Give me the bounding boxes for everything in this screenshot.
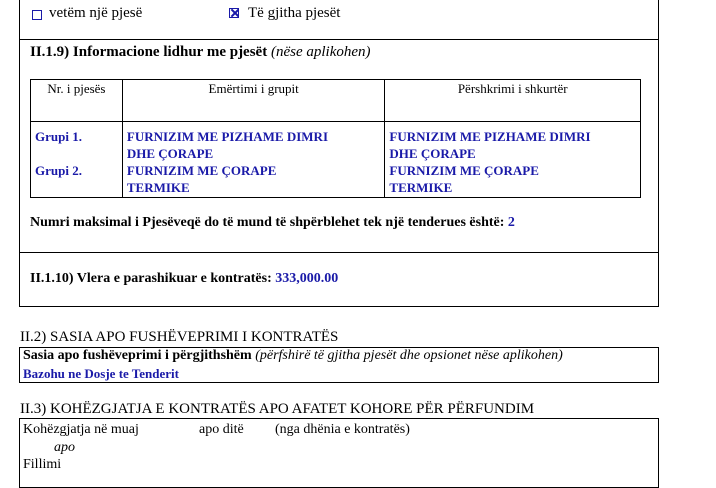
lots-table-header	[31, 80, 641, 122]
section-ii19-note: (nëse aplikohen)	[270, 44, 371, 60]
section-ii2-heading: II.2) SASIA APO FUSHËVEPRIMI I KONTRATËS	[20, 329, 339, 345]
from-award-label: (nga dhënia e kontratës)	[275, 422, 410, 437]
lot-name: FURNIZIM ME PIZHAME DIMRI	[126, 129, 329, 144]
scope-note: (përfshirë të gjitha pjesët dhe opsionet nëse aplikohen)	[255, 348, 563, 363]
section-ii19-heading	[30, 44, 371, 61]
column-header-name: Emërtimi i grupit	[122, 80, 385, 122]
duration-months-label: Kohëzgjatja në muaj	[23, 422, 139, 437]
divider	[19, 39, 659, 40]
single-lot-label: vetëm një pjesë	[49, 5, 143, 21]
max-lots-label: Numri maksimal i Pjesëveqë do të mund të shpërblehet tek një tenderues është:	[30, 215, 505, 230]
single-lot-checkbox[interactable]	[32, 10, 42, 20]
column-header-nr: Nr. i pjesës	[31, 80, 123, 122]
estimated-value-label: II.1.10) Vlera e parashikuar e kontratës:	[30, 271, 272, 286]
section-ii3-heading: II.3) KOHËZGJATJA E KONTRATËS APO AFATET KOHORE PËR PËRFUNDIM	[20, 401, 535, 417]
section-ii19-title: II.1.9) Informacione lidhur me pjesët	[30, 44, 268, 60]
lot-description: FURNIZIM ME ÇORAPE	[389, 163, 539, 178]
lot-descriptions-cell	[385, 122, 641, 198]
lot-description: TERMIKE	[389, 180, 453, 195]
estimated-value-line	[30, 271, 338, 287]
lots-table-body	[31, 122, 641, 198]
lot-name: DHE ÇORAPE	[126, 146, 214, 161]
all-lots-checkbox[interactable]	[229, 8, 239, 18]
all-lots-label: Të gjitha pjesët	[248, 5, 341, 21]
lot-description: FURNIZIM ME PIZHAME DIMRI	[389, 129, 591, 144]
lot-description: DHE ÇORAPE	[389, 146, 476, 161]
scope-value: Bazohu ne Dosje te Tenderit	[23, 366, 179, 381]
lot-number: Grupi 1.	[35, 129, 82, 144]
lot-name: FURNIZIM ME ÇORAPE	[126, 163, 277, 178]
max-lots-value: 2	[507, 215, 515, 230]
scope-line	[23, 348, 563, 364]
lots-table	[30, 79, 641, 198]
lot-numbers-cell	[31, 122, 123, 198]
start-label: Fillimi	[23, 457, 62, 472]
scope-label: Sasia apo fushëveprimi i përgjithshëm	[23, 348, 252, 363]
duration-days-label: apo ditë	[199, 422, 244, 437]
column-header-description: Përshkrimi i shkurtër	[385, 80, 641, 122]
lot-number: Grupi 2.	[35, 163, 82, 178]
max-lots-line	[30, 215, 515, 231]
or-label: apo	[54, 440, 75, 455]
estimated-value: 333,000.00	[275, 271, 339, 286]
lot-names-cell	[122, 122, 385, 198]
lot-name: TERMIKE	[126, 180, 190, 195]
divider	[19, 252, 659, 253]
